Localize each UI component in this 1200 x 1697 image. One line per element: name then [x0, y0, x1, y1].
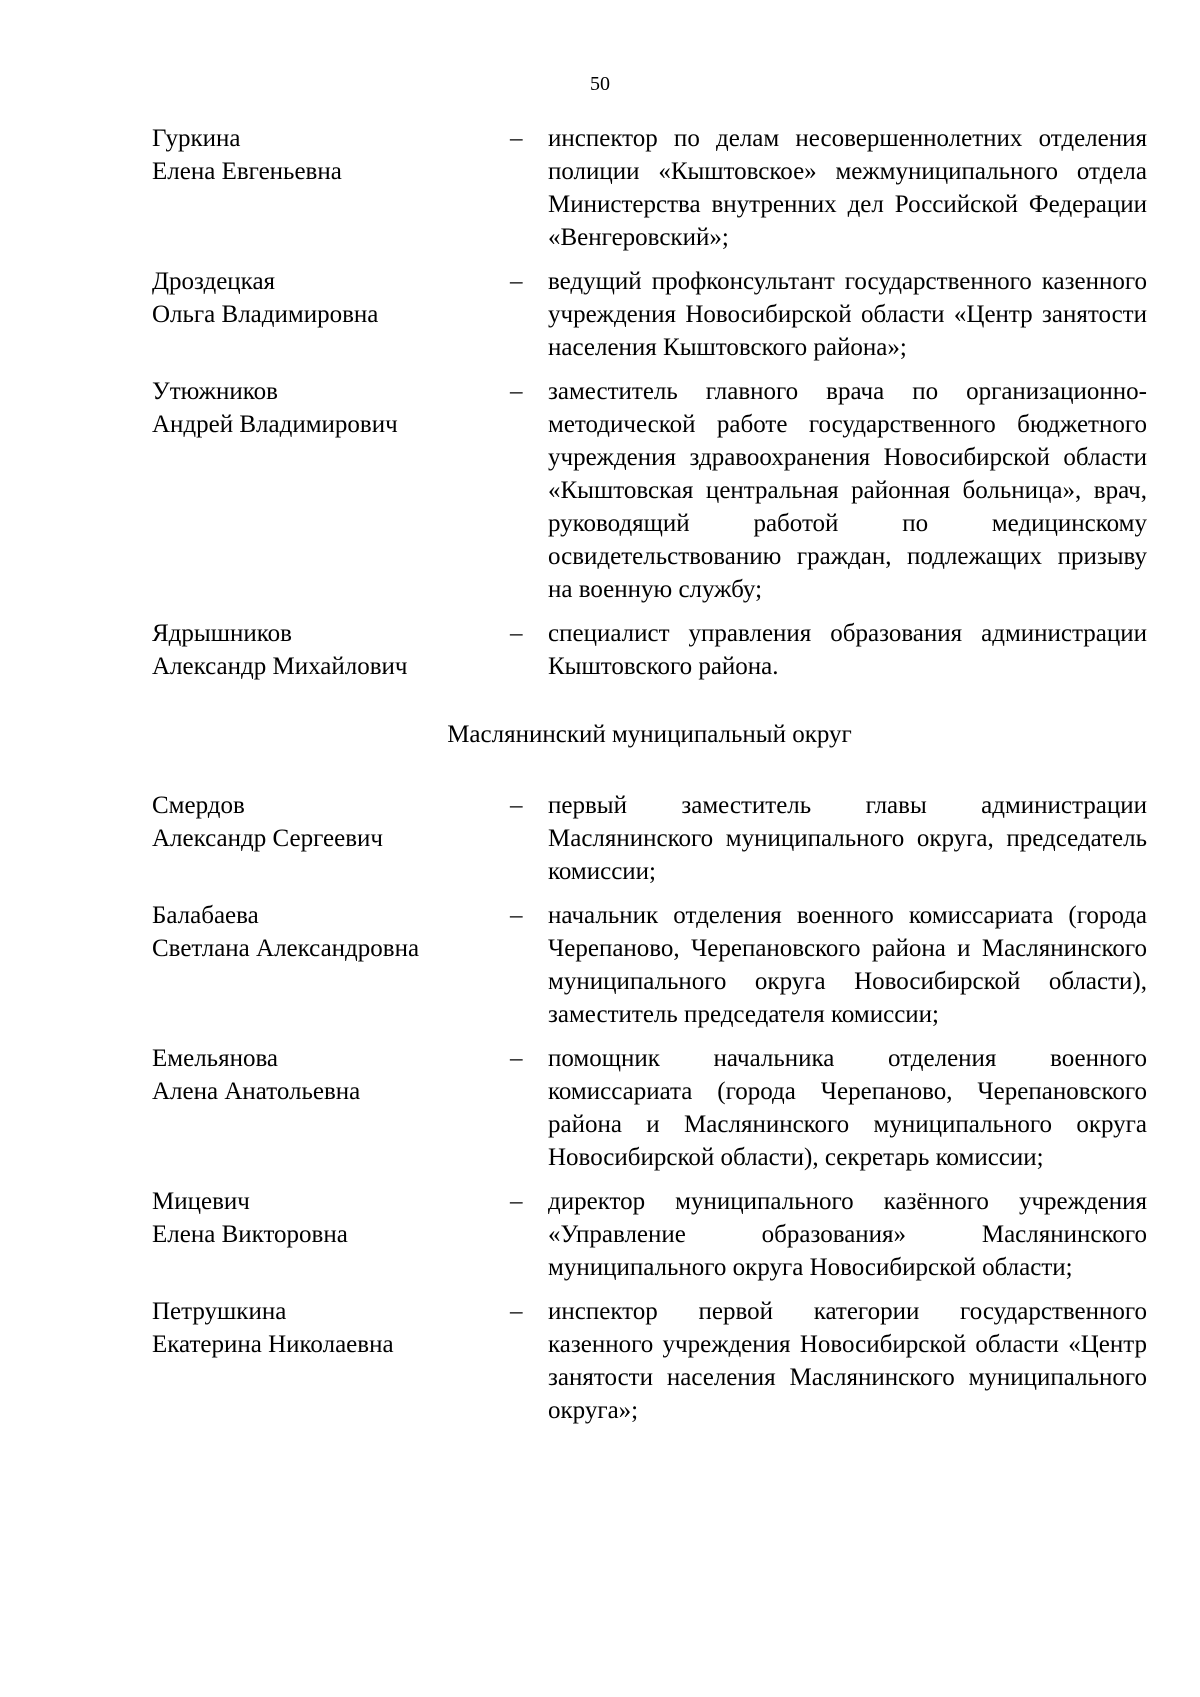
member-entry: [152, 375, 1147, 606]
member-surname: Смердов: [152, 792, 245, 819]
member-given-names: Екатерина Николаевна: [152, 1331, 394, 1358]
member-entry: [152, 1185, 1147, 1284]
dash-separator: –: [510, 378, 523, 405]
member-given-names: Светлана Александровна: [152, 935, 420, 962]
member-surname: Балабаева: [152, 902, 259, 929]
dash-separator: –: [510, 620, 523, 647]
member-given-names: Елена Викторовна: [152, 1221, 348, 1248]
page-number: 50: [590, 73, 610, 95]
section-heading: Маслянинский муниципальный округ: [447, 721, 852, 748]
dash-separator: –: [510, 268, 523, 295]
member-role: первый заместитель главы администрации Маслянинского муниципального округа, председатель комиссии;: [548, 792, 1147, 885]
member-entry: [152, 122, 1147, 254]
member-role: специалист управления образования администрации Кыштовского района.: [548, 620, 1147, 680]
member-role: начальник отделения военного комиссариата (города Черепаново, Черепановского района и Маслянинского муниципального округа Новосибирской области), заместитель председателя комиссии;: [548, 902, 1147, 1028]
member-surname: Петрушкина: [152, 1298, 287, 1325]
member-name: [152, 122, 510, 188]
member-given-names: Елена Евгеньевна: [152, 158, 342, 185]
member-entry: [152, 1295, 1147, 1427]
member-surname: Дроздецкая: [152, 268, 276, 295]
member-role: ведущий профконсультант государственного казенного учреждения Новосибирской области «Центр занятости населения Кыштовского района»;: [548, 268, 1147, 361]
document-body: [152, 122, 1147, 1427]
dash-separator: –: [510, 1045, 523, 1072]
dash-separator: –: [510, 902, 523, 929]
member-entry: [152, 617, 1147, 683]
member-name: [152, 617, 510, 683]
member-role: инспектор первой категории государственного казенного учреждения Новосибирской области «Центр занятости населения Маслянинского муниципального округа»;: [548, 1298, 1147, 1424]
member-surname: Гуркина: [152, 125, 241, 152]
member-surname: Емельянова: [152, 1045, 279, 1072]
member-surname: Мицевич: [152, 1188, 250, 1215]
member-given-names: Алена Анатольевна: [152, 1078, 361, 1105]
member-entry: [152, 789, 1147, 888]
dash-separator: –: [510, 1298, 523, 1325]
member-name: [152, 1042, 510, 1108]
member-role: инспектор по делам несовершеннолетних отделения полиции «Кыштовское» межмуниципального отдела Министерства внутренних дел Российской Федерации «Венгеровский»;: [548, 125, 1147, 251]
member-role: директор муниципального казённого учреждения «Управление образования» Маслянинского муниципального округа Новосибирской области;: [548, 1188, 1147, 1281]
member-name: [152, 265, 510, 331]
dash-separator: –: [510, 792, 523, 819]
district-section: [152, 718, 1147, 1427]
member-entry: [152, 265, 1147, 364]
member-name: [152, 375, 510, 441]
member-surname: Ядрышников: [152, 620, 292, 647]
member-name: [152, 1295, 510, 1361]
member-given-names: Андрей Владимирович: [152, 411, 398, 438]
district-section: [152, 122, 1147, 683]
member-surname: Утюжников: [152, 378, 278, 405]
member-name: [152, 789, 510, 855]
dash-separator: –: [510, 125, 523, 152]
member-role: помощник начальника отделения военного комиссариата (города Черепаново, Черепановского района и Маслянинского муниципального округа Новосибирской области), секретарь комиссии;: [548, 1045, 1147, 1171]
member-entry: [152, 899, 1147, 1031]
member-name: [152, 899, 510, 965]
member-entry: [152, 1042, 1147, 1174]
member-given-names: Ольга Владимировна: [152, 301, 379, 328]
member-name: [152, 1185, 510, 1251]
dash-separator: –: [510, 1188, 523, 1215]
member-role: заместитель главного врача по организационно-методической работе государственного бюджетного учреждения здравоохранения Новосибирской области «Кыштовская центральная районная больница», врач, руководящий работой по медицинскому освидетельствованию граждан, подлежащих призыву на военную службу;: [548, 378, 1147, 603]
member-given-names: Александр Михайлович: [152, 653, 408, 680]
member-given-names: Александр Сергеевич: [152, 825, 383, 852]
